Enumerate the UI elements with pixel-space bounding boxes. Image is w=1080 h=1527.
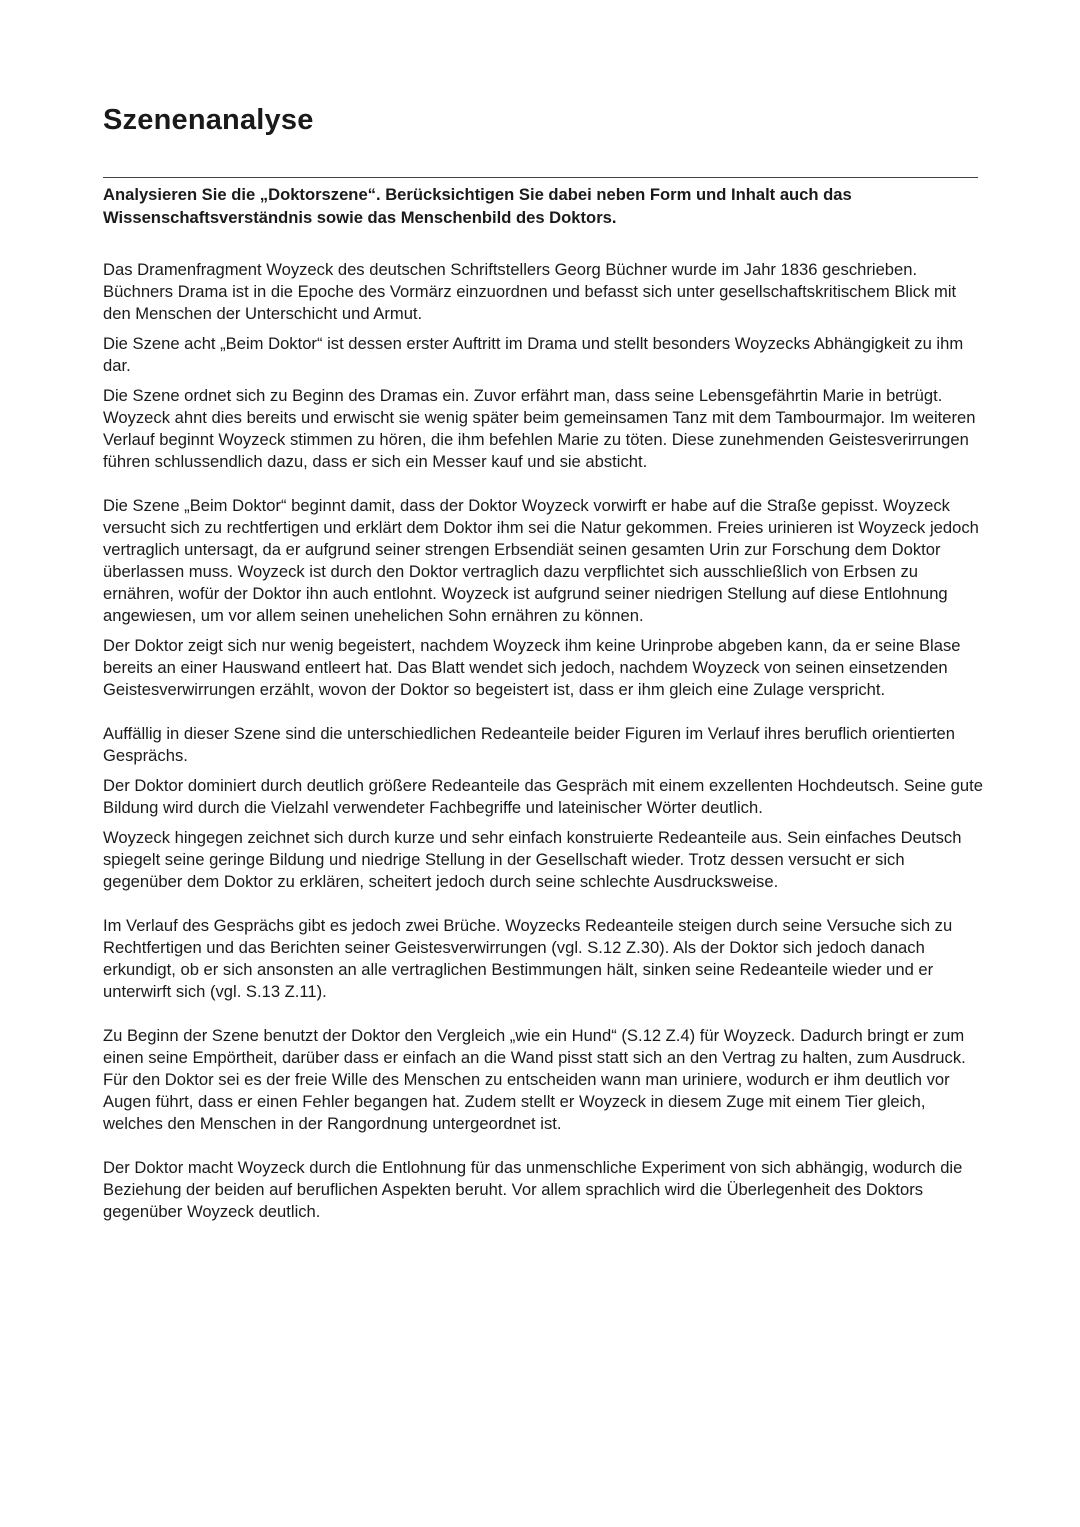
- task-prompt: Analysieren Sie die „Doktorszene“. Berücksichtigen Sie dabei neben Form und Inhalt auch das Wissenschaftsverständnis sowie das Menschenbild des Doktors.: [103, 185, 852, 227]
- paragraph-woyzeck-language: Woyzeck hingegen zeichnet sich durch kurze und sehr einfach konstruierte Redeanteile aus. Sein einfaches Deutsch spiegelt seine geringe Bildung und niedrige Stellung in der Gesellschaft wieder. Trotz dessen versucht er sich gegenüber dem Doktor zu erklären, scheitert jedoch durch seine schlechte Ausdrucksweise.: [103, 828, 962, 891]
- paragraph-dependency: Der Doktor macht Woyzeck durch die Entlohnung für das unmenschliche Experiment von sich abhängig, wodurch die Beziehung der beiden auf beruflichen Aspekten beruht. Vor allem sprachlich wird die Überlegenheit des Doktors gegenüber Woyzeck deutlich.: [103, 1158, 963, 1221]
- paragraph-comparison: Zu Beginn der Szene benutzt der Doktor den Vergleich „wie ein Hund“ (S.12 Z.4) für Woyzeck. Dadurch bringt er zum einen seine Empörtheit, darüber dass er einfach an die Wand pisst statt sich an den Vertrag zu halten, zum Ausdruck. Für den Doktor sei es der freie Wille des Menschen zu entscheiden wann man uriniere, wodurch er ihm deutlich vor Augen führt, dass er einen Fehler begangen hat. Zudem stellt er Woyzeck in diesem Zuge mit einem Tier gleich, welches den Menschen in der Rangordnung untergeordnet ist.: [103, 1026, 966, 1133]
- paragraph-scene-content: Die Szene „Beim Doktor“ beginnt damit, dass der Doktor Woyzeck vorwirft er habe auf die Straße gepisst. Woyzeck versucht sich zu rechtfertigen und erklärt dem Doktor ihm sei die Natur gekommen. Freies urinieren ist Woyzeck jedoch vertraglich untersagt, da er aufgrund seiner strengen Erbsendiät seinen gesamten Urin zur Forschung dem Doktor überlassen muss. Woyzeck ist durch den Doktor vertraglich dazu verpflichtet sich ausschließlich von Erbsen zu ernähren, wofür der Doktor ihn auch entlohnt. Woyzeck ist aufgrund seiner niedrigen Stellung auf diese Entlohnung angewiesen, um vor allem seinen unehelichen Sohn ernähren zu können.: [103, 496, 979, 625]
- essay-body: [103, 259, 988, 1231]
- paragraph-scene-overview: Die Szene acht „Beim Doktor“ ist dessen erster Auftritt im Drama und stellt besonders Woyzecks Abhängigkeit zu ihm dar.: [103, 334, 964, 375]
- page-title: Szenenanalyse: [103, 104, 314, 136]
- paragraph-breaks: Im Verlauf des Gesprächs gibt es jedoch zwei Brüche. Woyzecks Redeanteile steigen durch seine Versuche sich zu Rechtfertigen und das Berichten seiner Geistesverwirrungen (vgl. S.12 Z.30). Als der Doktor sich jedoch danach erkundigt, ob er sich ansonsten an alle vertraglichen Bestimmungen hält, sinken seine Redeanteile wieder und er unterwirft sich (vgl. S.13 Z.11).: [103, 916, 953, 1001]
- paragraph-doctor-language: Der Doktor dominiert durch deutlich größere Redeanteile das Gespräch mit einem exzellenten Hochdeutsch. Seine gute Bildung wird durch die Vielzahl verwendeter Fachbegriffe und lateinischer Wörter deutlich.: [103, 776, 983, 817]
- paragraph-speech-shares: Auffällig in dieser Szene sind die unterschiedlichen Redeanteile beider Figuren im Verlauf ihres beruflich orientierten Gesprächs.: [103, 724, 956, 765]
- paragraph-scene-context: Die Szene ordnet sich zu Beginn des Dramas ein. Zuvor erfährt man, dass seine Lebensgefährtin Marie in betrügt. Woyzeck ahnt dies bereits und erwischt sie wenig später beim gemeinsamen Tanz mit dem Tambourmajor. Im weiteren Verlauf beginnt Woyzeck stimmen zu hören, die ihm befehlen Marie zu töten. Diese zunehmenden Geistesverirrungen führen schlussendlich dazu, dass er sich ein Messer kauf und sie absticht.: [103, 386, 976, 471]
- title-divider: [103, 177, 978, 178]
- paragraph-scene-turn: Der Doktor zeigt sich nur wenig begeistert, nachdem Woyzeck ihm keine Urinprobe abgeben kann, da er seine Blase bereits an einer Hauswand entleert hat. Das Blatt wendet sich jedoch, nachdem Woyzeck von seinen einsetzenden Geistesverwirrungen erzählt, wovon der Doktor so begeistert ist, dass er ihm gleich eine Zulage verspricht.: [103, 636, 961, 699]
- paragraph-intro: Das Dramenfragment Woyzeck des deutschen Schriftstellers Georg Büchner wurde im Jahr 1836 geschrieben. Büchners Drama ist in die Epoche des Vormärz einzuordnen und befasst sich unter gesellschaftskritischem Blick mit den Menschen der Unterschicht und Armut.: [103, 260, 957, 323]
